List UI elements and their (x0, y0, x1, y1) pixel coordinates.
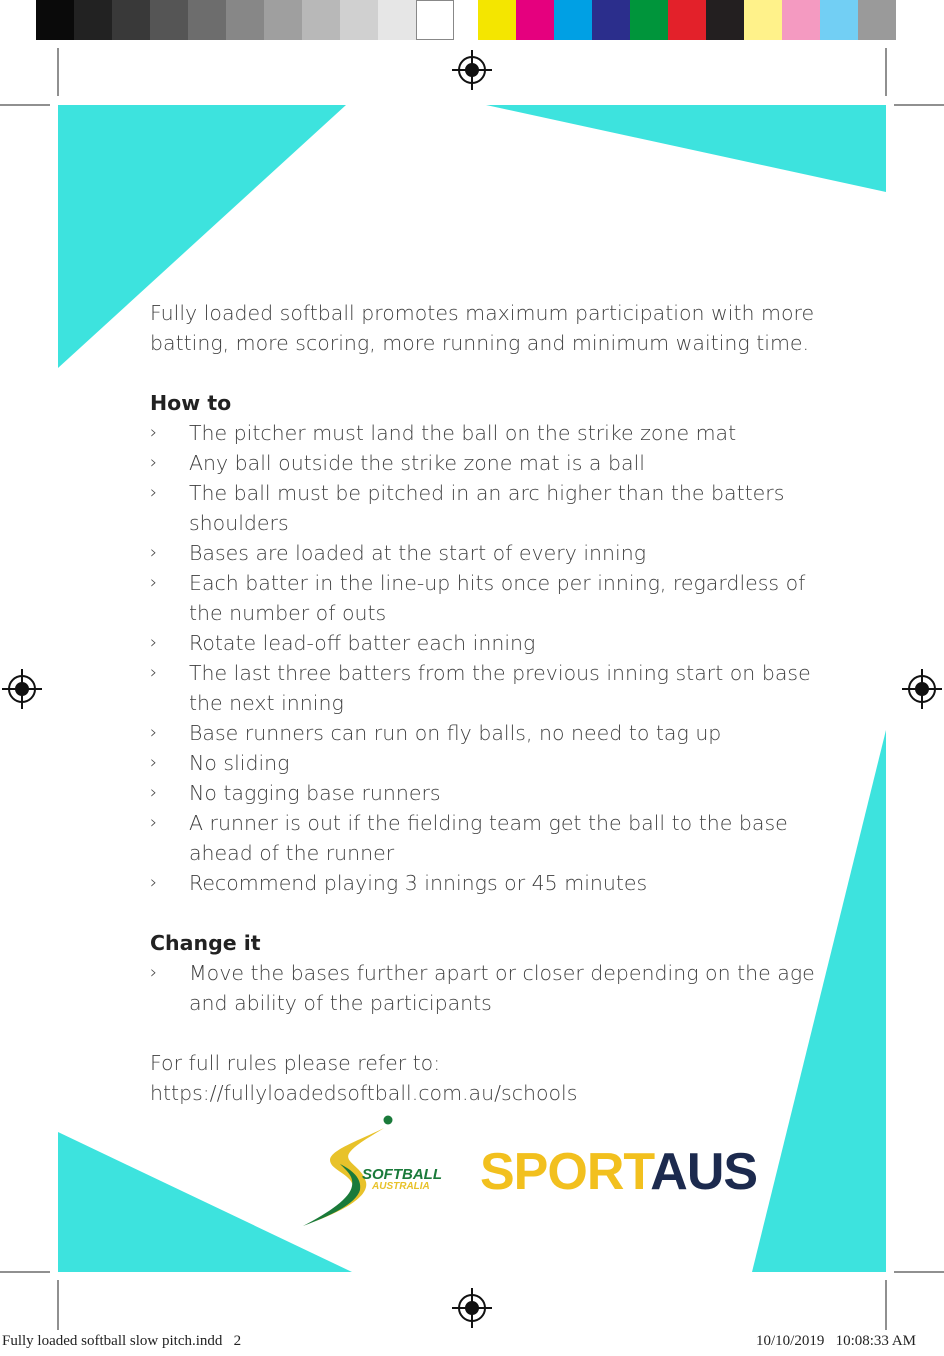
registration-mark-top (452, 50, 492, 90)
registration-mark-left (2, 669, 42, 709)
list-item-text: Any ball outside the strike zone mat is a ball (189, 451, 645, 475)
list-item-text: The ball must be pitched in an arc higher than the batters shoulders (189, 481, 785, 535)
list-item-text: No tagging base runners (189, 781, 441, 805)
list-item-text: Recommend playing 3 innings or 45 minutes (189, 871, 648, 895)
list-item (150, 718, 830, 748)
list-item (150, 778, 830, 808)
sportaus-logo-aus: AUS (650, 1143, 758, 1201)
list-item-text: The last three batters from the previous inning start on base the next inning (189, 661, 811, 715)
gray-swatch (416, 0, 454, 40)
softball-logo-text: SOFTBALL (362, 1166, 442, 1183)
gray-swatch (340, 0, 378, 40)
gray-swatch (188, 0, 226, 40)
main-content (150, 298, 830, 1108)
sportaus-logo (480, 1142, 757, 1202)
gray-swatch (302, 0, 340, 40)
chevron-right-icon: › (150, 782, 158, 803)
refer-paragraph (150, 1048, 830, 1108)
gray-swatch (36, 0, 74, 40)
gray-swatch (112, 0, 150, 40)
list-item (150, 418, 830, 448)
list-item-text: Each batter in the line-up hits once per inning, regardless of the number of outs (189, 571, 806, 625)
gray-swatch (74, 0, 112, 40)
registration-mark-right (902, 669, 942, 709)
color-swatch (820, 0, 858, 40)
chevron-right-icon: › (150, 452, 158, 473)
gray-swatch (378, 0, 416, 40)
list-item-text: Move the bases further apart or closer depending on the age and ability of the participants (189, 961, 815, 1015)
chevron-right-icon: › (150, 752, 158, 773)
intro-paragraph: Fully loaded softball promotes maximum participation with more batting, more scoring, more running and minimum waiting time. (150, 301, 815, 355)
print-slug-datetime: 10/10/2019 10:08:33 AM (755, 1333, 916, 1349)
color-swatch (744, 0, 782, 40)
list-item (150, 538, 830, 568)
list-item (150, 808, 830, 868)
refer-text: For full rules please refer to: (150, 1051, 441, 1075)
chevron-right-icon: › (150, 812, 158, 833)
color-swatch (706, 0, 744, 40)
how-to-heading: How to (150, 391, 232, 415)
color-swatch (668, 0, 706, 40)
process-color-bar (478, 0, 896, 40)
registration-mark-bottom (452, 1288, 492, 1328)
chevron-right-icon: › (150, 962, 158, 983)
chevron-right-icon: › (150, 422, 158, 443)
chevron-right-icon: › (150, 572, 158, 593)
chevron-right-icon: › (150, 662, 158, 683)
chevron-right-icon: › (150, 632, 158, 653)
gray-swatch (150, 0, 188, 40)
list-item-text: Bases are loaded at the start of every inning (189, 541, 647, 565)
change-it-list (150, 958, 830, 1018)
list-item (150, 958, 830, 1018)
list-item (150, 448, 830, 478)
list-item (150, 628, 830, 658)
list-item-text: Base runners can run on fly balls, no need to tag up (189, 721, 722, 745)
list-item (150, 748, 830, 778)
list-item (150, 868, 830, 898)
print-slug-file: Fully loaded softball slow pitch.indd 2 (2, 1333, 242, 1349)
change-it-heading: Change it (150, 931, 261, 955)
chevron-right-icon: › (150, 482, 158, 503)
color-swatch (478, 0, 516, 40)
color-swatch (516, 0, 554, 40)
list-item-text: Rotate lead-off batter each inning (189, 631, 536, 655)
cyan-shape-top-right (486, 105, 886, 192)
list-item (150, 568, 830, 628)
gray-swatch (264, 0, 302, 40)
color-swatch (858, 0, 896, 40)
color-swatch (630, 0, 668, 40)
list-item-text: The pitcher must land the ball on the strike zone mat (189, 421, 737, 445)
color-swatch (592, 0, 630, 40)
list-item (150, 478, 830, 538)
list-item-text: No sliding (189, 751, 290, 775)
how-to-list (150, 418, 830, 898)
grayscale-color-bar (36, 0, 454, 40)
list-item (150, 658, 830, 718)
gray-swatch (226, 0, 264, 40)
rules-url[interactable]: https://fullyloadedsoftball.com.au/schools (150, 1081, 578, 1105)
chevron-right-icon: › (150, 872, 158, 893)
softball-logo-subtext: AUSTRALIA (372, 1181, 430, 1192)
color-swatch (782, 0, 820, 40)
list-item-text: A runner is out if the fielding team get the ball to the base ahead of the runner (189, 811, 788, 865)
cyan-shape-bottom-left (58, 1132, 352, 1272)
sportaus-logo-sport: SPORT (480, 1143, 651, 1201)
chevron-right-icon: › (150, 542, 158, 563)
chevron-right-icon: › (150, 722, 158, 743)
color-swatch (554, 0, 592, 40)
